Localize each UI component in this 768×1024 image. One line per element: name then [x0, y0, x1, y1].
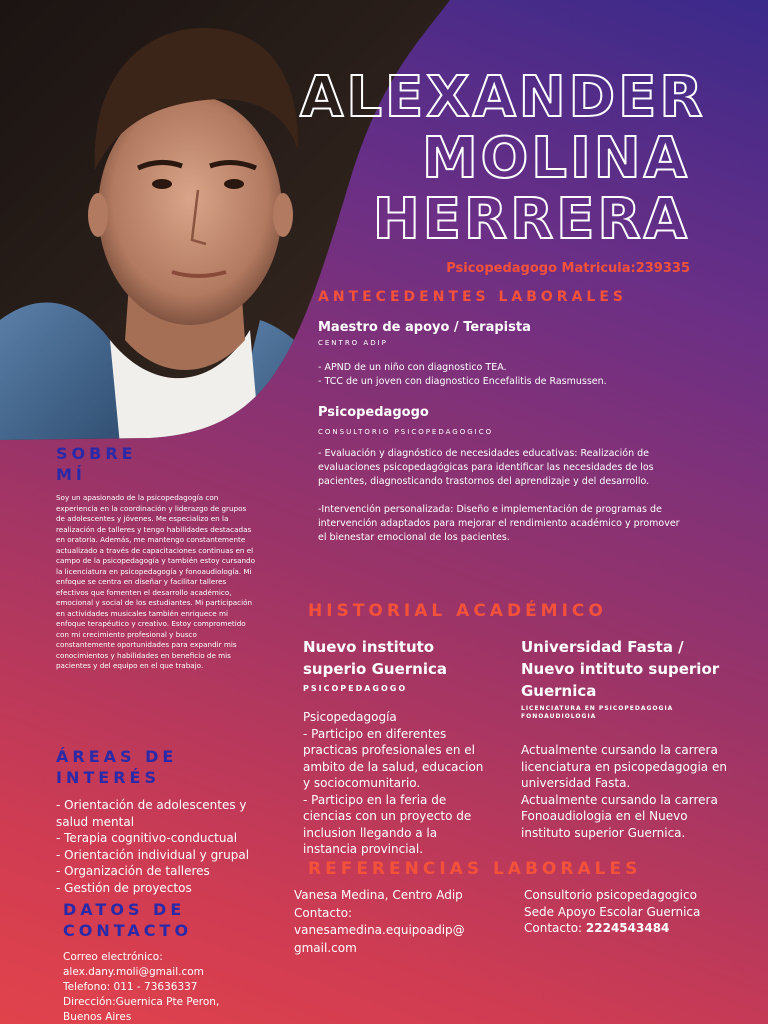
contact-phone[interactable]: Telefono: 011 - 73636337 [63, 981, 198, 993]
area-item: - Orientación de adolescentes y salud mental [56, 798, 247, 829]
professional-title: Psicopedagogo Matricula:239335 [446, 261, 690, 276]
acad-2-title-line: Nuevo intituto superior [521, 660, 720, 678]
contact-email[interactable]: alex.dany.moli@gmail.com [63, 966, 204, 978]
sobre-mi-heading [56, 443, 137, 485]
areas-list [56, 797, 266, 896]
job-2-title: Psicopedagogo [318, 405, 429, 420]
contacto-heading [63, 899, 192, 941]
reference-1: Vanesa Medina, Centro Adip Contacto: vanesamedina.equipoadip@ gmail.com [294, 888, 465, 955]
contacto-heading-line: CONTACTO [63, 921, 193, 940]
contact-address: Dirección:Guernica Pte Peron, [63, 996, 220, 1008]
acad-1-title-line: Nuevo instituto [303, 638, 435, 656]
sobre-mi-heading-line: MÍ [56, 465, 86, 484]
reference-2-contact [524, 920, 744, 937]
contact-email-label: Correo electrónico: [63, 951, 163, 963]
acad-2-text: Actualmente cursando la carrera licenciatura en psicopedagogia en universidad Fasta. Actualmente cursando la carrera Fonoaudiologia en el Nuevo instituto superior Guernica. [521, 743, 727, 840]
area-item: - Terapia cognitivo-conductual [56, 831, 238, 845]
job-1-org: CENTRO ADIP [318, 339, 388, 347]
acad-2-degree-line: LICENCIATURA EN PSICOPEDAGOGIA [521, 705, 674, 712]
contacto-heading-line: DATOS DE [63, 900, 186, 919]
referencias-heading: REFERENCIAS LABORALES [308, 859, 642, 879]
area-item: - Orientación individual y grupal [56, 847, 250, 862]
areas-heading-line: INTERÉS [56, 768, 160, 787]
antecedentes-heading: ANTECEDENTES LABORALES [318, 289, 627, 305]
job-2-org: CONSULTORIO PSICOPEDAGOGICO [318, 428, 494, 436]
acad-2-title-line: Guernica [521, 682, 597, 700]
name-line-2: MOLINA [421, 126, 690, 191]
reference-2-line: Consultorio psicopedagogico [524, 888, 697, 902]
acad-1-degree: PSICOPEDAGOGO [303, 684, 408, 693]
acad-1-title [303, 636, 503, 680]
area-item: - Gestión de proyectos [56, 880, 192, 895]
job-1-title: Maestro de apoyo / Terapista [318, 320, 531, 335]
job-1-duties [318, 361, 718, 389]
acad-2-title-line: Universidad Fasta / [521, 638, 684, 656]
reference-2-line: Sede Apoyo Escolar Guernica [524, 904, 701, 919]
reference-2 [524, 887, 744, 937]
acad-2-degree [521, 705, 673, 721]
acad-1-title-line: superio Guernica [303, 660, 447, 678]
historial-heading: HISTORIAL ACADÉMICO [308, 601, 607, 621]
acad-2-title [521, 636, 741, 702]
name-line-1: ALEXANDER [300, 65, 706, 130]
job-1-duty: - APND de un niño con diagnostico TEA. [318, 362, 507, 373]
areas-heading-line: ÁREAS DE [56, 747, 178, 766]
acad-1-text: Psicopedagogía - Participo en diferentes practicas profesionales en el ambito de la salud, educacion y sociocomunitario. - Participo en la feria de ciencias con un proyecto de inclusion llegando a la instancia provincial. [303, 710, 484, 856]
acad-2-degree-line: FONOAUDIOLOGIA [521, 713, 597, 720]
sobre-mi-heading-line: SOBRE [56, 444, 137, 463]
contacto-details [63, 950, 219, 1024]
areas-heading [56, 746, 177, 788]
sobre-mi-text: Soy un apasionado de la psicopedagogía con experiencia en la coordinación y liderazgo de grupos de adolescentes y jóvenes. Me especializo en la realización de talleres y tengo habilidades destacadas en oratoria. Además, me mantengo constantemente actualizado a través de capacitaciones continuas en el campo de la psicopedagogía y también estoy cursando la licenciatura en psicopedagogía y fonoaudiología. Mi enfoque se centra en diseñar y facilitar talleres efectivos que fomenten el desarrollo académico, emocional y social de los estudiantes. Mi participación en actividades musicales también enriquece mi enfoque terapéutico y creativo. Estoy comprometido con mi crecimiento profesional y busco constantemente oportunidades para expandir mis conocimientos y habilidades en beneficio de mis pacientes y del equipo en el que trabajo. [56, 493, 256, 670]
contact-address-city: Buenos Aires [63, 1011, 132, 1023]
name-line-3: HERRERA [372, 187, 690, 252]
job-2-paragraph-2: -Intervención personalizada: Diseño e implementación de programas de intervención adaptados para mejorar el rendimiento académico y promover el bienestar emocional de los pacientes. [318, 504, 680, 543]
reference-2-contact-label: Contacto: [524, 921, 586, 935]
area-item: - Organización de talleres [56, 864, 210, 878]
job-1-duty: - TCC de un joven con diagnostico Encefalitis de Rasmussen. [318, 376, 607, 387]
job-2-paragraph-1: - Evaluación y diagnóstico de necesidades educativas: Realización de evaluaciones psicopedagógicas para identificar las necesidades de los pacientes, diagnosticando trastornos del aprendizaje y del desarrollo. [318, 448, 654, 487]
reference-2-phone[interactable]: 2224543484 [585, 921, 670, 935]
